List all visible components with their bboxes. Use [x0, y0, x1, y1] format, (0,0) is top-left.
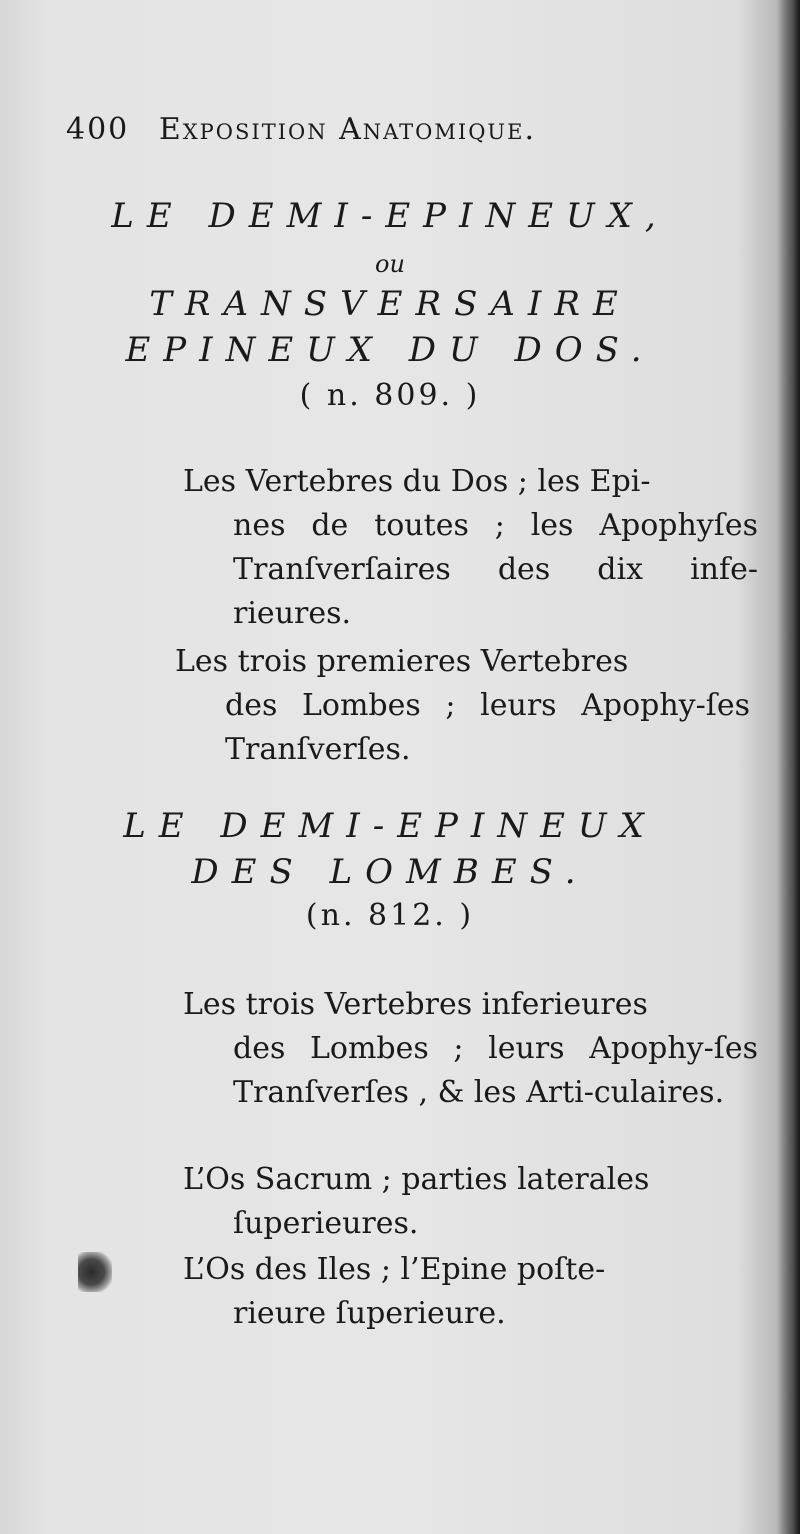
section1-paragraph-2	[175, 640, 750, 772]
section2-paragraph-3-first-line: L’Os des Iles ; l’Epine poſte-	[183, 1252, 606, 1287]
section1-ref: ( n. 809. )	[299, 378, 481, 413]
page-number: 400	[66, 112, 130, 147]
section2-paragraph-1	[183, 983, 758, 1115]
section2-ref: (n. 812. )	[305, 898, 475, 933]
section1-or: ou	[375, 250, 405, 278]
section2-title-line2: DES LOMBES.	[191, 852, 589, 892]
section2-paragraph-2-first-line: L’Os Sacrum ; parties laterales	[183, 1162, 650, 1197]
page-edge-shadow	[778, 0, 800, 1534]
section1-paragraph-2-first-line: Les trois premieres Vertebres	[175, 644, 629, 679]
section2-paragraph-1-rest: des Lombes ; leurs Apophy-ſes Tranſverſes , & les Arti-culaires.	[233, 1031, 758, 1110]
ink-blot-mark	[78, 1252, 112, 1292]
section2-paragraph-1-first-line: Les trois Vertebres inferieures	[183, 987, 648, 1022]
section2-paragraph-3-rest: rieure ſuperieure.	[233, 1296, 506, 1331]
section2-paragraph-2	[183, 1158, 758, 1246]
running-title: Exposition Anatomique.	[158, 112, 536, 147]
section2-paragraph-2-rest: ſuperieures.	[233, 1206, 419, 1241]
section1-paragraph-2-rest: des Lombes ; leurs Apophy-ſes Tranſverſes.	[225, 688, 750, 767]
section1-paragraph-1-first-line: Les Vertebres du Dos ; les Epi-	[183, 464, 651, 499]
section1-title-line3: EPINEUX DU DOS.	[125, 330, 655, 370]
section1-paragraph-1-rest: nes de toutes ; les Apophyſes Tranſverſaires des dix infe-rieures.	[233, 508, 758, 631]
section1-title-line2: TRANSVERSAIRE	[149, 284, 631, 324]
section2-title-line1: LE DEMI-EPINEUX	[123, 806, 657, 846]
section1-paragraph-1	[183, 460, 758, 636]
section1-title-line1: LE DEMI-EPINEUX,	[111, 196, 669, 236]
section2-paragraph-3	[183, 1248, 758, 1336]
running-head	[66, 112, 666, 147]
